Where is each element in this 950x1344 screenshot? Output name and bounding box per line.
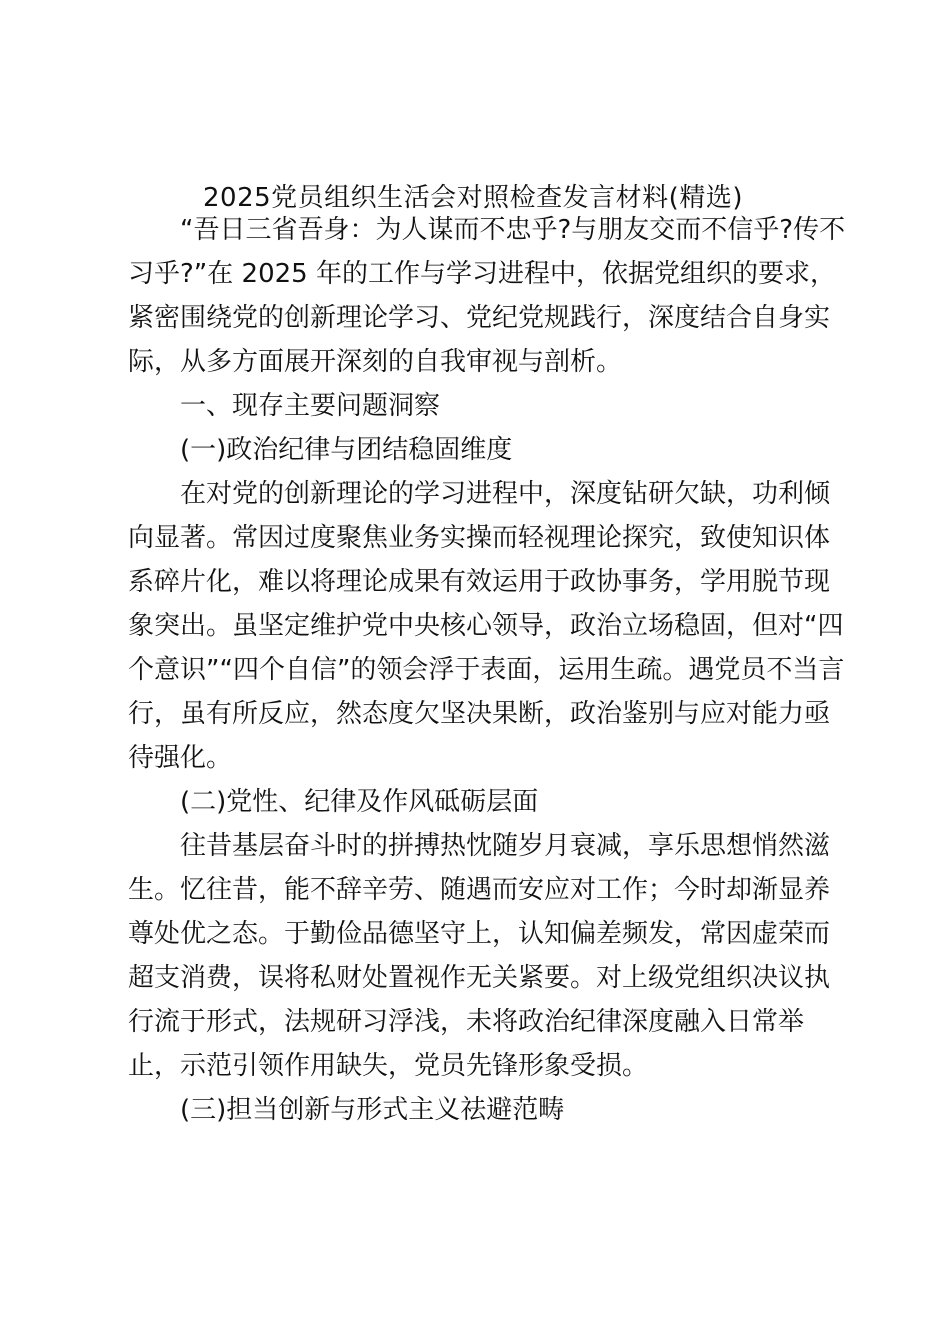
paragraph-line: 尊处优之态。于勤俭品德坚守上，认知偏差频发，常因虚荣而 — [128, 919, 831, 949]
paragraph-line: 在对党的创新理论的学习进程中，深度钻研欠缺，功利倾 — [180, 479, 831, 509]
subsection-heading: (二)党性、纪律及作风砥砺层面 — [180, 787, 539, 817]
section-heading: 一、现存主要问题洞察 — [180, 391, 441, 421]
paragraph-line: 习乎?”在 2025 年的工作与学习进程中，依据党组织的要求， — [128, 259, 836, 289]
paragraph-line: 待强化。 — [128, 743, 233, 773]
paragraph-line: 行，虽有所反应，然态度欠坚决果断，政治鉴别与应对能力亟 — [128, 699, 831, 729]
paragraph-line: 个意识”“四个自信”的领会浮于表面，运用生疏。遇党员不当言 — [128, 655, 845, 685]
subsection-heading: (一)政治纪律与团结稳固维度 — [180, 435, 513, 465]
paragraph-line: 止，示范引领作用缺失，党员先锋形象受损。 — [128, 1051, 649, 1081]
paragraph-line: 紧密围绕党的创新理论学习、党纪党规践行，深度结合自身实 — [128, 303, 831, 333]
paragraph-line: 际，从多方面展开深刻的自我审视与剖析。 — [128, 347, 623, 377]
paragraph-line: 向显著。常因过度聚焦业务实操而轻视理论探究，致使知识体 — [128, 523, 831, 553]
document-title: 2025党员组织生活会对照检查发言材料(精选) — [203, 183, 743, 213]
paragraph-line: 超支消费，误将私财处置视作无关紧要。对上级党组织决议执 — [128, 963, 831, 993]
paragraph-line: “吾日三省吾身：为人谋而不忠乎?与朋友交而不信乎?传不 — [180, 215, 846, 245]
paragraph-line: 生。忆往昔，能不辞辛劳、随遇而安应对工作；今时却渐显养 — [128, 875, 831, 905]
paragraph-line: 往昔基层奋斗时的拼搏热忱随岁月衰减，享乐思想悄然滋 — [180, 831, 831, 861]
subsection-heading: (三)担当创新与形式主义祛避范畴 — [180, 1095, 565, 1125]
paragraph-line: 系碎片化，难以将理论成果有效运用于政协事务，学用脱节现 — [128, 567, 831, 597]
paragraph-line: 象突出。虽坚定维护党中央核心领导，政治立场稳固，但对“四 — [128, 611, 844, 641]
paragraph-line: 行流于形式，法规研习浮浅，未将政治纪律深度融入日常举 — [128, 1007, 805, 1037]
